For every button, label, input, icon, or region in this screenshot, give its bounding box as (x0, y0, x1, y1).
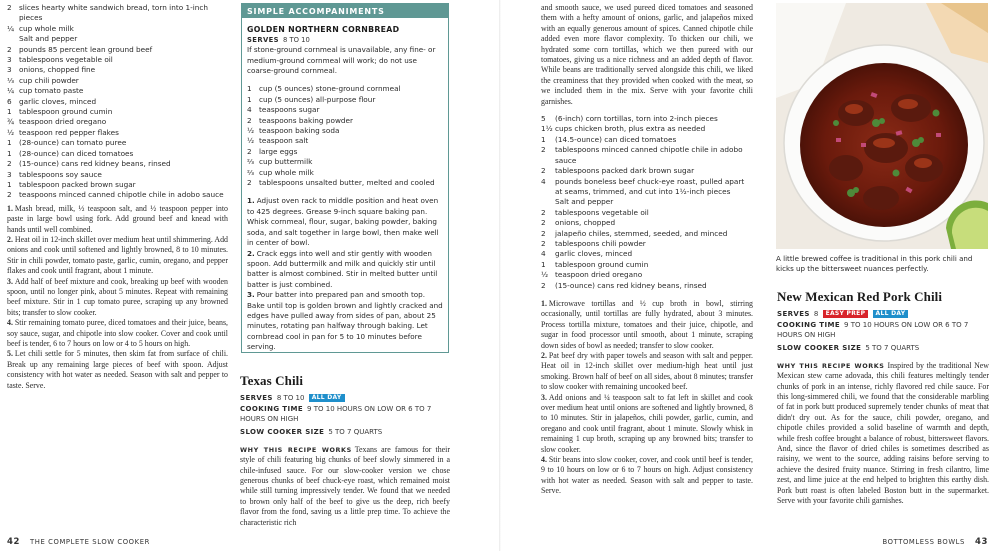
ingredient-text: cup buttermilk (259, 157, 313, 167)
chili-ingredient-list (7, 3, 228, 201)
ingredient-text: teaspoon dried oregano (555, 270, 643, 280)
ingredient-text: (6-inch) corn tortillas, torn into 2-inch pieces (555, 114, 718, 124)
ingredient-item (7, 45, 228, 55)
ingredient-item (247, 168, 443, 178)
ingredient-text: slices hearty white sandwich bread, torn into 1-inch pieces (19, 3, 209, 23)
ingredient-quantity: ¾ (7, 117, 15, 127)
ingredient-item (7, 107, 228, 117)
cornbread-title: GOLDEN NORTHERN CORNBREAD (247, 25, 400, 34)
step-text: Add half of beef mixture and cook, breaking up beef with wooden spoon, until no longer pink, about 5 minutes. Repeat with remaining beef mixture. Stir in 1 cup tomato puree, scraping up any browned bits; transfer to slow cooker. (7, 276, 228, 317)
ingredient-quantity: 1 (7, 138, 12, 148)
ingredient-quantity: 5 (541, 114, 546, 124)
ingredient-text: (28-ounce) can tomato puree (19, 138, 127, 148)
ingredient-item (541, 270, 753, 280)
cooking-time-label: COOKING TIME (777, 321, 841, 330)
ingredient-quantity: 2 (7, 190, 12, 200)
ingredient-item (541, 208, 753, 218)
step-number: 1. (7, 203, 13, 213)
step-number: 2. (247, 248, 255, 258)
cornbread-serves (247, 35, 443, 45)
serves-value: 8 TO 10 (276, 394, 305, 402)
ingredient-quantity: 3 (7, 55, 12, 65)
method-step (7, 318, 228, 349)
ingredient-quantity: 2 (247, 115, 252, 125)
ingredient-item (541, 145, 753, 166)
ingredient-quantity: ¼ (7, 86, 15, 96)
serves-value: 8 (813, 310, 819, 318)
ingredient-item (247, 147, 443, 157)
ingredient-text: garlic cloves, minced (19, 96, 97, 106)
ingredient-text: Salt and pepper (555, 197, 614, 207)
ingredient-item (7, 180, 228, 190)
step-number: 3. (247, 290, 255, 300)
left-footer (7, 537, 150, 547)
pork-chili-section (777, 289, 989, 507)
ingredient-quantity: 2 (247, 146, 252, 156)
ingredient-quantity: 1 (541, 259, 546, 269)
step-number: 2. (541, 351, 547, 360)
method-step (541, 393, 753, 455)
ingredient-item (7, 86, 228, 96)
ingredient-item (247, 84, 443, 94)
cornbread-ingredient-list (247, 84, 443, 188)
ingredient-text: teaspoon dried oregano (19, 117, 107, 127)
slow-cooker-size-value: 5 TO 7 QUARTS (865, 343, 920, 352)
slow-cooker-size-label: SLOW COOKER SIZE (777, 343, 862, 352)
ingredient-text: (15-ounce) cans red kidney beans, rinsed (555, 280, 707, 290)
method-step (247, 290, 443, 352)
pork-chili-title: New Mexican Red Pork Chili (777, 289, 943, 304)
ingredient-item (7, 170, 228, 180)
ingredient-text: jalapeño chiles, stemmed, seeded, and minced (555, 228, 728, 238)
ingredient-item (7, 159, 228, 169)
ingredient-quantity: 2 (7, 44, 12, 54)
ingredient-quantity: 4 (247, 105, 252, 115)
ingredient-item (7, 128, 228, 138)
serves-value: 8 TO 10 (282, 36, 310, 44)
ingredient-quantity: 2 (541, 238, 546, 248)
step-number: 4. (541, 455, 547, 465)
ingredient-text: tablespoons soy sauce (19, 169, 102, 179)
ingredient-text: onions, chopped (555, 218, 616, 228)
ingredient-item (7, 34, 228, 44)
ingredient-item (541, 114, 753, 124)
why-text: Texans are famous for their style of chili featuring big chunks of beef slowly simmered in a chile-infused sauce. For our slow-cooker version we chose generous chunks of beef chuck-eye roast, which remained moist while still turning impressively tender. We found that we needed to brown only half of the beef to give us the deep, rich beefy flavor from the fond, saving us a little prep time. To achieve the characteristic rich (240, 444, 450, 527)
ingredient-text: tablespoon ground cumin (555, 259, 649, 269)
ingredient-quantity: 6 (7, 96, 12, 106)
step-number: 2. (7, 234, 13, 244)
ingredient-quantity: ½ (7, 127, 15, 137)
cornbread-intro: If stone-ground cornmeal is unavailable, any fine- or medium-ground cornmeal will work; do not use coarse-ground cornmeal. (247, 45, 436, 76)
right-column-1 (541, 3, 753, 497)
ingredient-item (7, 138, 228, 148)
ingredient-item (541, 249, 753, 259)
ingredient-text: onions, chopped fine (19, 65, 96, 75)
texas-intro-continued: and smooth sauce, we used pureed diced tomatoes and seasoned them with a hefty amount of onions, garlic, and jalapeños mixed with an equally generous amount of spices. Canned chipotle chile added even more flavor complexity. To thicken our chili, we hydrated some corn tortillas, which we then pureed with our tomatoes, giving us a nice richness and an added depth of flavor. While beans are traditionally served alongside this chili, we liked the creaminess that they provided when cooked with the meat, so we included them in the mix. Serve with your favorite chili garnishes. (541, 3, 753, 106)
all-day-tag: ALL DAY (309, 394, 345, 402)
ingredient-quantity: 2 (247, 178, 252, 188)
ingredient-quantity: 2 (541, 166, 546, 176)
pork-why-this-works (777, 361, 989, 507)
step-text: Pat beef dry with paper towels and season with salt and pepper. Heat oil in 12-inch skillet over medium-high heat until just smoking. Brown half of beef on all sides, about 8 minutes; transfer to slow cooker with remaining uncooked beef. (541, 351, 753, 392)
ingredient-quantity: 2 (541, 218, 546, 228)
ingredient-text: tablespoons vegetable oil (19, 55, 113, 65)
ingredient-quantity: ⅔ (247, 167, 255, 177)
cooking-time-label: COOKING TIME (240, 405, 304, 414)
why-text: Inspired by the traditional New Mexican stew carne adovada, this chili features meltingly tender chunks of pork in an intense, richly flavored red chile sauce. For this long-simmered chili, we found that the considerable marbling of fat in pork butt produced supremely tender chunks of meat that didn't dry out. As for the sauce, chili powder, oregano, and chipotle chiles provided a solid baseline of warmth and depth, while fresh coffee brought a balance of robust, bittersweet flavors. And, since the flavor of dried chiles is sometimes described as raisiny, we went to the source, adding raisins before serving to achieve the desired fruity nuance. Stirring in fresh cilantro, lime zest, and lime juice at the end helped to brighten this earthy dish. Pork butt roast is often labeled Boston butt in the supermarket. Serve with your favorite chili garnishes. (777, 360, 989, 506)
ingredient-quantity: 2 (541, 228, 546, 238)
texas-ingredient-list (541, 114, 753, 291)
ingredient-quantity: ½ (247, 126, 255, 136)
ingredient-text: tablespoon ground cumin (19, 107, 113, 117)
ingredient-text: (28-ounce) can diced tomatoes (19, 148, 134, 158)
step-text: Let chili settle for 5 minutes, then skim fat from surface of chili. Break up any remaining large pieces of beef with spoon. Adjust consistency with hot water as needed. Season with salt and pepper to taste. Serve. (7, 349, 228, 390)
texas-method-steps (541, 299, 753, 497)
ingredient-text: (14.5-ounce) can diced tomatoes (555, 134, 677, 144)
pork-serves (777, 309, 989, 319)
ingredient-item (7, 65, 228, 75)
ingredient-text: pounds boneless beef chuck-eye roast, pulled apart at seams, trimmed, and cut into 1½-inch pieces (555, 176, 745, 196)
ingredient-text: tablespoons vegetable oil (555, 207, 649, 217)
chili-method-steps (7, 204, 228, 391)
pork-cooker-size (777, 343, 989, 353)
texas-why-this-works (240, 445, 450, 528)
method-step (247, 196, 443, 248)
ingredient-text: cup whole milk (19, 23, 74, 33)
step-text: Heat oil in 12-inch skillet over medium heat until shimmering. Add onions and cook until softened and lightly browned, 8 to 10 minutes. Stir in chili powder, tomato paste, garlic, cumin, oregano, and pepper flakes and cook until fragrant, about 1 minute. (7, 234, 228, 276)
ingredient-quantity: 4 (541, 249, 546, 259)
step-text: Pour batter into prepared pan and smooth top. Bake until top is golden brown and lightly cracked and edges have pulled away from sides of pan, about 25 minutes, rotating pan halfway through baking. Let cornbread cool in pan for 5 to 10 minutes before serving. (247, 290, 443, 352)
all-day-tag: ALL DAY (873, 310, 909, 318)
serves-label: SERVES (247, 36, 279, 44)
step-text: Stir beans into slow cooker, cover, and cook until beef is tender, 9 to 10 hours on low or 6 to 7 hours on high. Adjust consistency with hot water as needed. Season with salt and pepper to taste. Serve. (541, 455, 753, 496)
step-number: 3. (541, 392, 547, 402)
step-text: Microwave tortillas and ½ cup broth in bowl, stirring occasionally, until tortillas are fully hydrated, about 3 minutes. Process tortilla mixture, tomatoes and their juice, chipotle, and sugar in food processor until smooth, about 1 minute, scraping down sides of bowl as needed; transfer to slow cooker. (541, 298, 753, 350)
ingredient-item (7, 97, 228, 107)
texas-chili-title: Texas Chili (240, 373, 304, 388)
method-step (7, 277, 228, 319)
ingredient-quantity: ⅔ (247, 157, 255, 167)
texas-cooker-size (240, 427, 450, 437)
ingredient-quantity: 1 (7, 148, 12, 158)
ingredient-text: tablespoon packed brown sugar (19, 179, 136, 189)
ingredient-item (541, 197, 753, 207)
ingredient-item (541, 166, 753, 176)
ingredient-text: cups chicken broth, plus extra as needed (555, 124, 706, 134)
ingredient-text: garlic cloves, minced (555, 249, 633, 259)
ingredient-quantity: 2 (541, 280, 546, 290)
ingredient-quantity: 2 (541, 145, 546, 155)
ingredient-text: pounds 85 percent lean ground beef (19, 44, 153, 54)
ingredient-text: cup (5 ounces) all-purpose flour (259, 94, 376, 104)
ingredient-item (541, 229, 753, 239)
sidebar-header: SIMPLE ACCOMPANIMENTS (242, 4, 448, 18)
ingredient-quantity: 2 (7, 3, 12, 12)
ingredient-text: tablespoons minced canned chipotle chile in adobo sauce (555, 145, 743, 165)
ingredient-item (7, 117, 228, 127)
why-label: WHY THIS RECIPE WORKS (777, 361, 885, 370)
ingredient-item (7, 24, 228, 34)
ingredient-quantity: 1 (541, 134, 546, 144)
simple-accompaniments-sidebar (241, 3, 449, 353)
ingredient-text: teaspoon red pepper flakes (19, 127, 119, 137)
step-number: 5. (7, 349, 13, 359)
ingredient-text: cup chili powder (19, 75, 79, 85)
method-step (541, 299, 753, 351)
ingredient-quantity: ¼ (7, 23, 15, 33)
ingredient-item (541, 135, 753, 145)
ingredient-quantity: 2 (7, 159, 12, 169)
running-head-left: THE COMPLETE SLOW COOKER (30, 538, 150, 546)
ingredient-item (7, 76, 228, 86)
ingredient-text: teaspoons baking powder (259, 115, 354, 125)
serves-label: SERVES (777, 310, 810, 318)
ingredient-quantity: 1 (247, 94, 252, 104)
step-text: Crack eggs into well and stir gently with wooden spoon. Add buttermilk and milk and quickly stir until batter is almost combined. Stir in melted butter until batter is just combined. (247, 248, 438, 289)
ingredient-text: (15-ounce) cans red kidney beans, rinsed (19, 159, 171, 169)
texas-chili-header (240, 373, 450, 528)
ingredient-item (541, 260, 753, 270)
method-step (7, 349, 228, 391)
ingredient-text: large eggs (259, 146, 298, 156)
texas-serves (240, 393, 450, 403)
serves-label: SERVES (240, 394, 273, 402)
ingredient-item (7, 149, 228, 159)
ingredient-quantity: ½ (541, 270, 549, 280)
ingredient-text: tablespoons packed dark brown sugar (555, 166, 695, 176)
cooking-time-value: 9 TO 10 HOURS ON LOW OR 6 TO 7 HOURS ON HIGH (240, 405, 432, 424)
ingredient-text: teaspoon baking soda (259, 126, 340, 136)
ingredient-quantity (7, 34, 19, 44)
right-footer (882, 537, 988, 547)
left-column-1 (7, 3, 228, 391)
ingredient-quantity: 3 (7, 65, 12, 75)
ingredient-item (541, 281, 753, 291)
page-number-left: 42 (7, 537, 21, 547)
cornbread-method-steps (247, 196, 443, 352)
ingredient-item (541, 124, 753, 134)
step-number: 4. (7, 318, 13, 328)
ingredient-quantity: 1½ (541, 124, 553, 134)
ingredient-quantity: 1 (7, 179, 12, 189)
easy-prep-tag: EASY PREP (823, 310, 869, 318)
step-number: 1. (247, 196, 255, 206)
ingredient-item (247, 105, 443, 115)
ingredient-item (247, 95, 443, 105)
ingredient-text: teaspoons sugar (259, 105, 320, 115)
ingredient-item (541, 218, 753, 228)
running-head-right: BOTTOMLESS BOWLS (882, 538, 965, 546)
ingredient-quantity: ½ (247, 136, 255, 146)
ingredient-item (7, 55, 228, 65)
ingredient-quantity: 2 (541, 207, 546, 217)
slow-cooker-size-label: SLOW COOKER SIZE (240, 427, 325, 436)
ingredient-text: cup tomato paste (19, 86, 84, 96)
method-step (541, 351, 753, 393)
texas-cooking-time (240, 404, 450, 424)
ingredient-item (247, 178, 443, 188)
ingredient-item (541, 177, 753, 198)
photo-caption: A little brewed coffee is traditional in this pork chili and kicks up the bittersweet nuances perfectly. (776, 254, 973, 274)
ingredient-text: tablespoons unsalted butter, melted and cooled (259, 178, 435, 188)
step-text: Add onions and ¼ teaspoon salt to fat left in skillet and cook over medium heat until onions are softened and lightly browned, 8 to 10 minutes. Stir in jalapeños, chili powder, garlic, cumin, and oregano and cook until fragrant, about 1 minute. Slowly whisk in remaining 1 cup broth, scraping up any browned bits; transfer to slow cooker. (541, 392, 753, 454)
ingredient-item (541, 239, 753, 249)
ingredient-text: cup whole milk (259, 167, 314, 177)
pork-cooking-time (777, 320, 989, 340)
bowl-of-chili-image (776, 3, 988, 249)
method-step (7, 235, 228, 277)
ingredient-text: teaspoon salt (259, 136, 309, 146)
slow-cooker-size-value: 5 TO 7 QUARTS (328, 427, 383, 436)
page-number-right: 43 (974, 537, 988, 547)
step-number: 1. (541, 298, 547, 308)
ingredient-text: cup (5 ounces) stone-ground cornmeal (259, 84, 401, 94)
ingredient-item (247, 116, 443, 126)
ingredient-quantity: 3 (7, 169, 12, 179)
left-page (0, 0, 499, 551)
ingredient-quantity: 1 (7, 107, 12, 117)
ingredient-text: tablespoons chili powder (555, 238, 646, 248)
ingredient-item (7, 190, 228, 200)
ingredient-quantity: ⅓ (7, 75, 15, 85)
pork-chili-photo (776, 3, 988, 249)
ingredient-quantity: 1 (247, 84, 252, 94)
ingredient-item (7, 3, 228, 24)
step-number: 3. (7, 276, 13, 286)
ingredient-quantity (541, 197, 555, 207)
ingredient-text: teaspoons minced canned chipotle chile in adobo sauce (19, 190, 224, 200)
step-text: Adjust oven rack to middle position and heat oven to 425 degrees. Grease 9-inch square baking pan. Whisk cornmeal, flour, sugar, baking powder, baking soda, and salt together in large bowl, then make well in center of bowl. (247, 196, 439, 248)
why-label: WHY THIS RECIPE WORKS (240, 445, 352, 454)
method-step (541, 455, 753, 497)
method-step (7, 204, 228, 235)
ingredient-item (247, 126, 443, 136)
ingredient-quantity: 4 (541, 176, 546, 186)
ingredient-text: Salt and pepper (19, 34, 78, 44)
step-text: Mash bread, milk, ½ teaspoon salt, and ½ teaspoon pepper into paste in large bowl using fork. Add ground beef and knead with hands until well combined. (7, 203, 228, 234)
ingredient-item (247, 157, 443, 167)
step-text: Stir remaining tomato puree, diced tomatoes and their juice, beans, soy sauce, sugar, and chipotle into slow cooker. Cover and cook until beef is tender, 6 to 7 hours on low or 4 to 5 hours on high. (7, 318, 228, 348)
ingredient-item (247, 136, 443, 146)
cooking-time-value: 9 TO 10 HOURS ON LOW OR 6 TO 7 HOURS ON HIGH (777, 321, 969, 340)
method-step (247, 249, 443, 291)
